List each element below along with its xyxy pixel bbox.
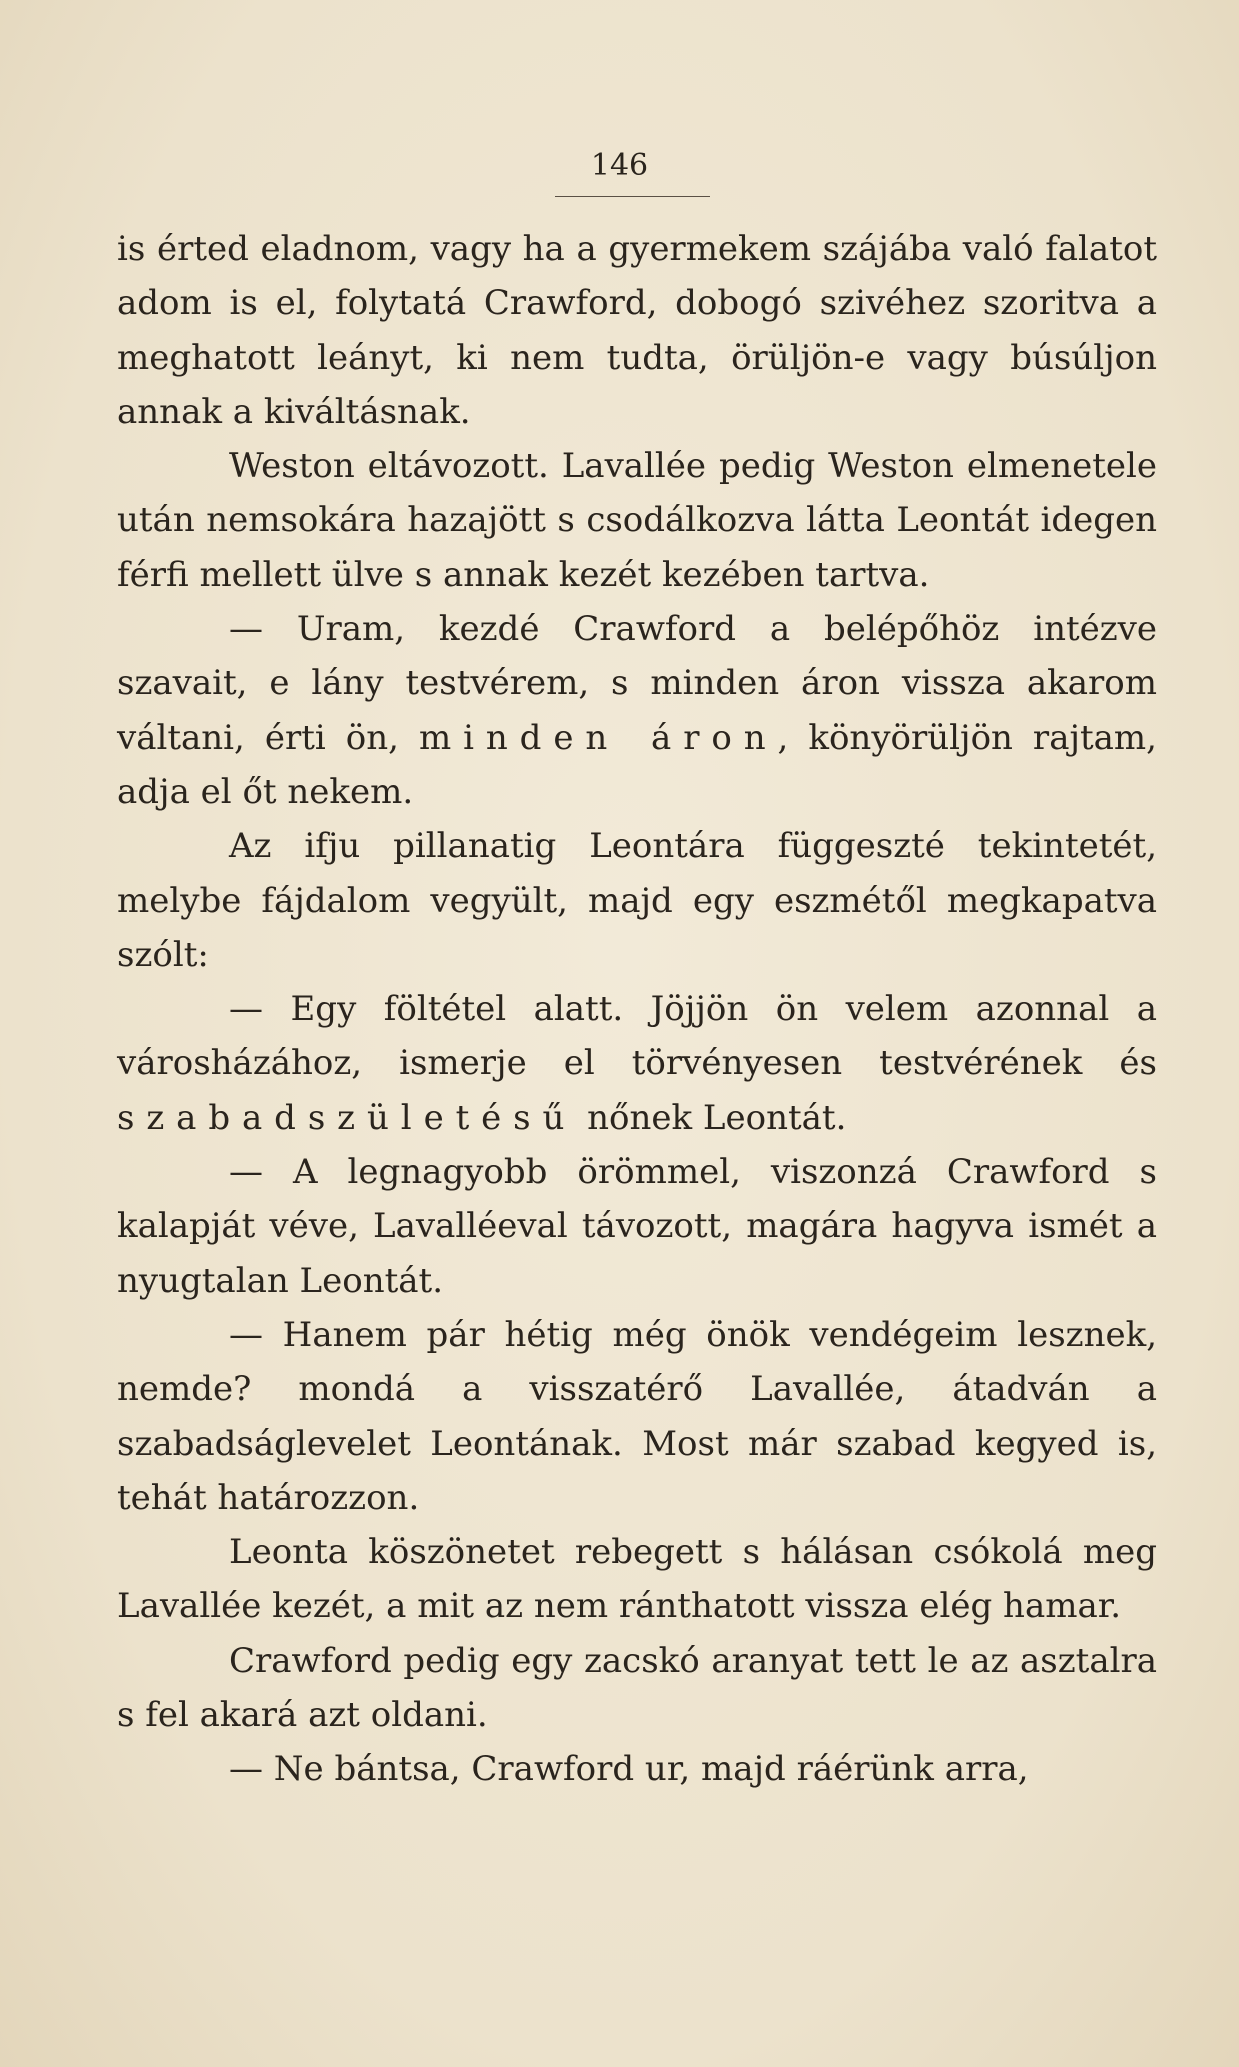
paragraph-7: — Hanem pár hétig még önök vendégeim lesznek, nemde? mondá a visszatérő Lavallée, átadván a szabadságlevelet Leontának. Most már szabad kegyed is, tehát határozzon. xyxy=(117,1314,1157,1518)
paragraph-5 xyxy=(117,982,1157,1145)
paragraph-3 xyxy=(117,602,1157,819)
paragraph-3-text-before: — Uram, kezdé Crawford a belépőhöz intézve szavait, e lány testvérem, s minden áron vissza akarom váltani, érti ön, xyxy=(117,609,1157,758)
header-rule xyxy=(555,196,710,197)
paragraph-5-text-after: nőnek Leontát. xyxy=(576,1097,847,1138)
paragraph-6: — A legnagyobb örömmel, viszonzá Crawford s kalapját véve, Lavalléeval távozott, magára hagyva ismét a nyugtalan Leontát. xyxy=(117,1152,1157,1301)
paragraph-2: Weston eltávozott. Lavallée pedig Weston elmenetele után nemsokára hazajött s csodálkozva látta Leontát idegen férfi mellett ülve s annak kezét kezében tartva. xyxy=(117,446,1157,595)
paragraph-10: — Ne bántsa, Crawford ur, majd ráérünk arra, xyxy=(229,1749,1029,1790)
paragraph-9: Crawford pedig egy zacskó aranyat tett le az asztalra s fel akará azt oldani. xyxy=(117,1640,1157,1736)
paragraph-3-text-after: , könyörüljön rajtam, adja el őt nekem. xyxy=(117,717,1157,812)
paragraph-3-spaced-emphasis: minden áron xyxy=(418,717,778,758)
paragraph-4: Az ifju pillanatig Leontára függeszté tekintetét, melybe fájdalom vegyült, majd egy eszmétől megkapatva szólt: xyxy=(117,826,1157,975)
paragraph-5-text-before: — Egy föltétel alatt. Jöjjön ön velem azonnal a városházához, ismerje el törvényesen testvérének és xyxy=(117,989,1157,1084)
paragraph-5-spaced-emphasis: szabadszületésű xyxy=(117,1097,577,1138)
body-text xyxy=(117,222,1157,1797)
paragraph-1: is érted eladnom, vagy ha a gyermekem szájába való falatot adom is el, folytatá Crawford, dobogó szivéhez szoritva a meghatott leányt, ki nem tudta, örüljön-e vagy búsúljon annak a kiváltásnak. xyxy=(117,229,1157,432)
page-number: 146 xyxy=(590,148,649,183)
paragraph-8: Leonta köszönetet rebegett s hálásan csókolá meg Lavallée kezét, a mit az nem ránthatott vissza elég hamar. xyxy=(117,1532,1157,1627)
